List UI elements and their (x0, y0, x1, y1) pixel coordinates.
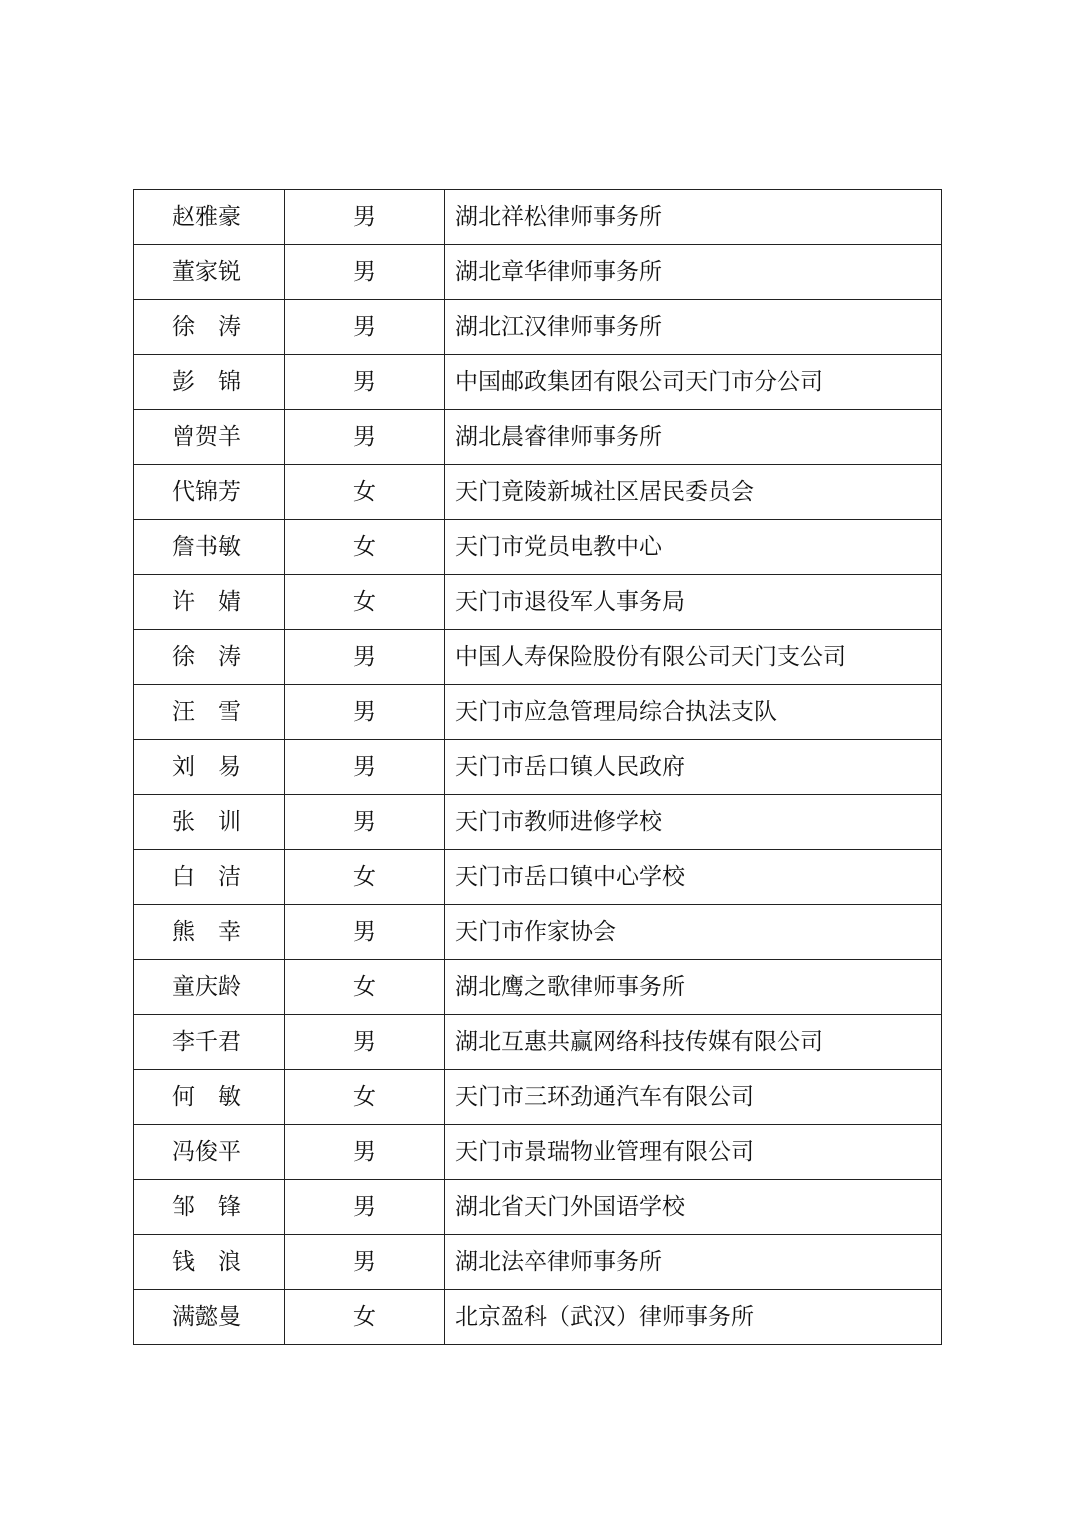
person-organization: 天门市作家协会 (445, 905, 942, 960)
person-gender: 男 (285, 1180, 445, 1235)
table-row (134, 1180, 942, 1235)
person-name: 汪 雪 (134, 685, 285, 740)
person-organization: 湖北互惠共赢网络科技传媒有限公司 (445, 1015, 942, 1070)
table-row (134, 245, 942, 300)
person-name: 李千君 (134, 1015, 285, 1070)
person-gender: 女 (285, 850, 445, 905)
person-organization: 湖北鹰之歌律师事务所 (445, 960, 942, 1015)
table-row (134, 960, 942, 1015)
table-row (134, 300, 942, 355)
person-gender: 男 (285, 190, 445, 245)
person-gender: 女 (285, 1290, 445, 1345)
person-gender: 男 (285, 410, 445, 465)
person-gender: 女 (285, 1070, 445, 1125)
person-organization: 天门市党员电教中心 (445, 520, 942, 575)
table-row (134, 905, 942, 960)
table-row (134, 410, 942, 465)
table-row (134, 355, 942, 410)
table-row (134, 1235, 942, 1290)
person-name: 徐 涛 (134, 300, 285, 355)
person-name: 白 洁 (134, 850, 285, 905)
person-organization: 湖北江汉律师事务所 (445, 300, 942, 355)
person-gender: 男 (285, 1015, 445, 1070)
person-name: 熊 幸 (134, 905, 285, 960)
person-organization: 湖北章华律师事务所 (445, 245, 942, 300)
person-name: 董家锐 (134, 245, 285, 300)
person-gender: 女 (285, 960, 445, 1015)
person-name: 代锦芳 (134, 465, 285, 520)
person-organization: 湖北晨睿律师事务所 (445, 410, 942, 465)
person-gender: 女 (285, 520, 445, 575)
person-gender: 男 (285, 685, 445, 740)
person-name: 满懿曼 (134, 1290, 285, 1345)
person-gender: 男 (285, 795, 445, 850)
person-gender: 男 (285, 905, 445, 960)
person-gender: 男 (285, 740, 445, 795)
person-name: 刘 易 (134, 740, 285, 795)
person-gender: 女 (285, 575, 445, 630)
table-row (134, 520, 942, 575)
person-name: 何 敏 (134, 1070, 285, 1125)
person-organization: 天门市应急管理局综合执法支队 (445, 685, 942, 740)
person-name: 彭 锦 (134, 355, 285, 410)
person-gender: 男 (285, 355, 445, 410)
person-gender: 男 (285, 1125, 445, 1180)
person-name: 邹 锋 (134, 1180, 285, 1235)
person-organization: 天门竟陵新城社区居民委员会 (445, 465, 942, 520)
table-row (134, 685, 942, 740)
table-row (134, 1125, 942, 1180)
person-gender: 男 (285, 245, 445, 300)
table-row (134, 575, 942, 630)
person-name: 许 婧 (134, 575, 285, 630)
person-organization: 天门市退役军人事务局 (445, 575, 942, 630)
person-name: 曾贺羊 (134, 410, 285, 465)
person-organization: 天门市岳口镇人民政府 (445, 740, 942, 795)
person-organization: 湖北省天门外国语学校 (445, 1180, 942, 1235)
table-row (134, 190, 942, 245)
table-row (134, 630, 942, 685)
table-row (134, 795, 942, 850)
person-name: 张 训 (134, 795, 285, 850)
person-name: 冯俊平 (134, 1125, 285, 1180)
person-organization: 天门市岳口镇中心学校 (445, 850, 942, 905)
person-organization: 中国邮政集团有限公司天门市分公司 (445, 355, 942, 410)
person-organization: 天门市三环劲通汽车有限公司 (445, 1070, 942, 1125)
table-row (134, 850, 942, 905)
person-gender: 男 (285, 630, 445, 685)
table-row (134, 1290, 942, 1345)
person-name: 赵雅豪 (134, 190, 285, 245)
person-organization: 湖北祥松律师事务所 (445, 190, 942, 245)
person-name: 詹书敏 (134, 520, 285, 575)
person-name: 钱 浪 (134, 1235, 285, 1290)
person-gender: 男 (285, 1235, 445, 1290)
person-organization: 北京盈科（武汉）律师事务所 (445, 1290, 942, 1345)
table-row (134, 465, 942, 520)
table-row (134, 1015, 942, 1070)
person-name: 徐 涛 (134, 630, 285, 685)
person-organization: 天门市景瑞物业管理有限公司 (445, 1125, 942, 1180)
roster-table (133, 189, 942, 1345)
person-organization: 天门市教师进修学校 (445, 795, 942, 850)
table-row (134, 740, 942, 795)
person-gender: 女 (285, 465, 445, 520)
table-row (134, 1070, 942, 1125)
person-gender: 男 (285, 300, 445, 355)
person-organization: 湖北法卒律师事务所 (445, 1235, 942, 1290)
person-name: 童庆龄 (134, 960, 285, 1015)
person-organization: 中国人寿保险股份有限公司天门支公司 (445, 630, 942, 685)
